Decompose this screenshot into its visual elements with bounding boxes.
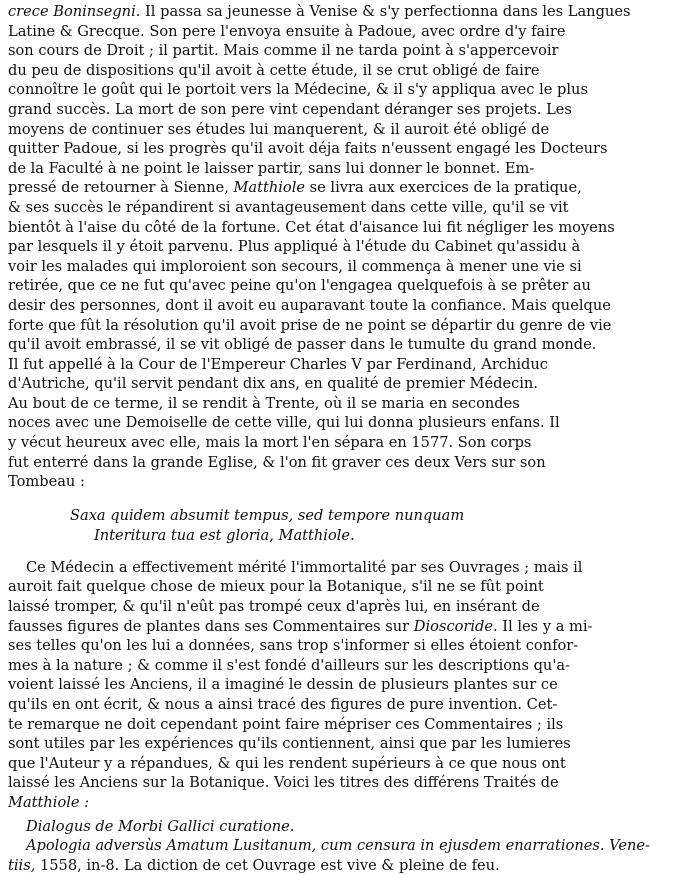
text-line: retirée, que ce ne fut qu'avec peine qu'on l'engagea quelquefois à se prêter au <box>8 277 591 295</box>
epitaph-line-1: Saxa quidem absumit tempus, sed tempore nunquam <box>70 506 465 524</box>
text-line: te remarque ne doit cependant point faire mépriser ces Commentaires ; ils <box>8 715 564 733</box>
line-text: fausses figures de plantes dans ses Commentaires sur <box>8 617 414 635</box>
text-line: Ce Médecin a effectivement mérité l'immortalité par ses Ouvrages ; mais il <box>26 558 583 576</box>
text-line: auroit fait quelque chose de mieux pour la Botanique, s'il ne se fût point <box>8 578 544 596</box>
line-text: Il passa sa jeunesse à Venise & s'y perfectionna dans les Langues <box>140 3 631 20</box>
text-line: voient laissé les Anciens, il a imaginé le dessin de plusieurs plantes sur ce <box>8 676 558 694</box>
epitaph-line-2: Interitura tua est gloria, Matthiole. <box>94 526 355 544</box>
italic-text: crece Boninsegni. <box>8 3 141 20</box>
epitaph-verse <box>70 506 667 546</box>
text-line: qu'ils en ont écrit, & nous a ainsi tracé des figures de pure invention. Cet- <box>8 696 558 713</box>
paragraph-works-assessment <box>8 558 667 813</box>
text-line: quitter Padoue, si les progrès qu'il avoit déja faits n'eussent engagé les Docteurs <box>8 140 608 158</box>
text-line: Latine & Grecque. Son pere l'envoya ensuite à Padoue, avec ordre d'y faire <box>8 22 566 40</box>
paragraph-biography <box>8 2 667 492</box>
line-text: Il les y a mi- <box>497 617 593 635</box>
work-imprint-text: 1558, in-8. La diction de cet Ouvrage est vive & pleine de feu. <box>35 856 500 874</box>
text-line: bientôt à l'aise du côté de la fortune. Cet état d'aisance lui fit négliger les moyens <box>8 218 615 236</box>
text-line: & ses succès le répandirent si avantageusement dans cette ville, qu'il se vit <box>8 198 569 216</box>
text-line: connoître le goût qui le portoit vers la Médecine, & il s'y appliqua avec le plus <box>8 81 588 99</box>
text-line: laissé les Anciens sur la Botanique. Voici les titres des différens Traités de <box>8 774 559 792</box>
text-line: y vécut heureux avec elle, mais la mort l'en sépara en 1577. Son corps <box>8 434 532 452</box>
text-line: du peu de dispositions qu'il avoit à cette étude, il se crut obligé de faire <box>8 61 540 79</box>
text-line: noces avec une Demoiselle de cette ville, qui lui donna plusieurs enfans. Il <box>8 414 560 432</box>
italic-text: Matthiole : <box>8 793 90 811</box>
text-line: laissé tromper, & qu'il n'eût pas trompé ceux d'après lui, en insérant de <box>8 598 540 616</box>
work-title-apologia-text: Apologia adversùs Amatum Lusitanum, cum censura in ejusdem enarrationes. Vene- <box>26 837 650 855</box>
text-line: desir des personnes, dont il avoit eu auparavant toute la confiance. Mais quelque <box>8 296 611 314</box>
text-line <box>8 178 667 198</box>
text-line: fut enterré dans la grande Eglise, & l'on fit graver ces deux Vers sur son <box>8 453 546 471</box>
work-imprint-line <box>8 856 667 875</box>
text-line: ses telles qu'on les lui a données, sans trop s'informer si elles étoient confor- <box>8 637 579 655</box>
works-list <box>8 817 667 875</box>
line-text: pressé de retourner à Sienne, <box>8 179 234 197</box>
text-line <box>8 617 667 637</box>
text-line: de la Faculté à ne point le laisser partir, sans lui donner le bonnet. Em- <box>8 159 535 177</box>
text-line <box>8 793 667 813</box>
work-imprint-place: tiis, <box>8 856 36 874</box>
text-line: Au bout de ce terme, il se rendit à Trente, où il se maria en secondes <box>8 394 520 412</box>
text-line: forte que fût la résolution qu'il avoit prise de ne point se départir du genre de vie <box>8 316 612 334</box>
work-title-dialogus: Dialogus de Morbi Gallici curatione. <box>26 817 295 835</box>
text-line: mes à la nature ; & comme il s'est fondé d'ailleurs sur les descriptions qu'a- <box>8 656 570 674</box>
text-line: Tombeau : <box>8 473 85 491</box>
text-line: voir les malades qui imploroient son secours, il commença à mener une vie si <box>8 257 582 275</box>
text-line: qu'il avoit embrassé, il se vit obligé de passer dans le tumulte du grand monde. <box>8 336 597 354</box>
text-line: moyens de continuer ses études lui manquerent, & il auroit été obligé de <box>8 120 550 138</box>
work-title-apologia <box>8 836 667 856</box>
text-line: Il fut appellé à la Cour de l'Empereur Charles V par Ferdinand, Archiduc <box>8 355 548 373</box>
text-line: que l'Auteur y a répandues, & qui les rendent supérieurs à ce que nous ont <box>8 754 566 772</box>
text-line: sont utiles par les expériences qu'ils contiennent, ainsi que par les lumieres <box>8 735 571 753</box>
text-line <box>8 2 667 22</box>
italic-text: Matthiole <box>233 179 306 197</box>
line-text: se livra aux exercices de la pratique, <box>305 179 582 197</box>
text-line: grand succès. La mort de son pere vint cependant déranger ses projets. Les <box>8 100 572 118</box>
text-line: son cours de Droit ; il partit. Mais comme il ne tarda point à s'appercevoir <box>8 42 559 60</box>
italic-text: Dioscoride. <box>413 617 498 635</box>
text-line: d'Autriche, qu'il servit pendant dix ans, en qualité de premier Médecin. <box>8 375 538 393</box>
text-line: par lesquels il y étoit parvenu. Plus appliqué à l'étude du Cabinet qu'assidu à <box>8 238 581 256</box>
